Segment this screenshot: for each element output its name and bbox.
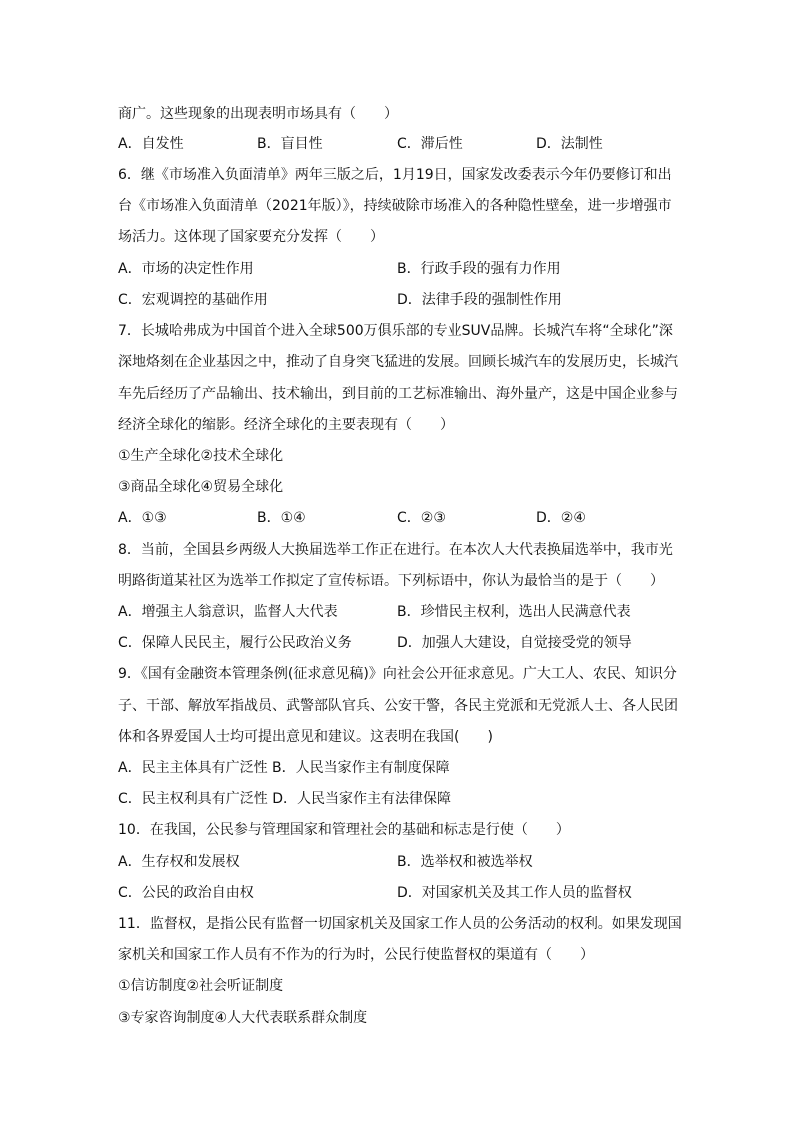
q10-option-d: D．对国家机关及其工作人员的监督权 [397,885,632,901]
q8-option-b: B．珍惜民主权利，选出人民满意代表 [397,604,631,620]
q7-stem-line1: 7．长城哈弗成为中国首个进入全球500万俱乐部的专业SUV品牌。长城汽车将“全球化”深 [118,323,673,339]
q5-stem-tail: 商广。这些现象的出现表明市场具有（ ） [118,106,398,122]
q11-statements-2: ③专家咨询制度④人大代表联系群众制度 [118,1010,368,1026]
q10-option-a: A．生存权和发展权 [118,854,240,870]
q7-option-c: C．②③ [397,510,446,526]
q8-stem-line1: 8．当前，全国县乡两级人大换届选举工作正在进行。在本次人大代表换届选举中，我市光 [118,542,673,558]
q6-stem-line3: 场活力。这体现了国家要充分发挥（ ） [118,229,384,245]
q5-option-c: C．滞后性 [397,136,463,152]
q11-stem-line1: 11．监督权，是指公民有监督一切国家机关及国家工作人员的公务活动的权利。如果发现国 [118,916,682,932]
q9-options-ab: A．民主主体具有广泛性 B．人民当家作主有制度保障 [118,760,450,776]
q9-stem-line2: 子、干部、解放军指战员、武警部队官兵、公安干警，各民主党派和无党派人士、各人民团 [118,698,678,714]
q7-option-a: A．①③ [118,510,167,526]
q7-stem-line2: 深地烙刻在企业基因之中，推动了自身突飞猛进的发展。回顾长城汽车的发展历史，长城汽 [118,354,678,370]
q7-option-d: D．②④ [536,510,586,526]
q7-statements-1: ①生产全球化②技术全球化 [118,448,284,464]
q6-option-d: D．法律手段的强制性作用 [397,292,562,308]
q9-options-cd: C．民主权利具有广泛性 D．人民当家作主有法律保障 [118,791,452,807]
q7-stem-line3: 车先后经历了产品输出、技术输出，到目前的工艺标准输出、海外量产，这是中国企业参与 [118,386,678,402]
q6-option-a: A．市场的决定性作用 [118,261,254,277]
q11-statements-1: ①信访制度②社会听证制度 [118,978,284,994]
q5-option-a: A．自发性 [118,136,184,152]
q5-option-d: D．法制性 [536,136,603,152]
q10-option-c: C．公民的政治自由权 [118,885,254,901]
q8-option-a: A．增强主人翁意识，监督人大代表 [118,604,338,620]
q10-option-b: B．选举权和被选举权 [397,854,533,870]
q8-option-c: C．保障人民民主，履行公民政治义务 [118,635,352,651]
q8-option-d: D．加强人大建设，自觉接受党的领导 [397,635,632,651]
q6-stem-line1: 6．继《市场准入负面清单》两年三版之后，1月19日，国家发改委表示今年仍要修订和出 [118,167,672,183]
q7-stem-line4: 经济全球化的缩影。经济全球化的主要表现有（ ） [118,417,454,433]
q6-option-c: C．宏观调控的基础作用 [118,292,268,308]
q6-stem-line2: 台《市场准入负面清单（2021年版）》，持续破除市场准入的各种隐性壁垒，进一步增强市 [118,198,672,214]
q11-stem-line2: 家机关和国家工作人员有不作为的行为时，公民行使监督权的渠道有（ ） [118,947,594,963]
q7-statements-2: ③商品全球化④贸易全球化 [118,479,284,495]
q6-option-b: B．行政手段的强有力作用 [397,261,561,277]
q8-stem-line2: 明路街道某社区为选举工作拟定了宣传标语。下列标语中，你认为最恰当的是于（ ） [118,573,664,589]
q5-option-b: B．盲目性 [257,136,323,152]
q9-stem-line1: 9．《国有金融资本管理条例(征求意见稿)》向社会公开征求意见。广大工人、农民、知识分 [118,666,677,682]
q7-option-b: B．①④ [257,510,306,526]
q10-stem: 10．在我国，公民参与管理国家和管理社会的基础和标志是行使（ ） [118,822,570,838]
q9-stem-line3: 体和各界爱国人士均可提出意见和建议。这表明在我国( ) [118,729,493,745]
